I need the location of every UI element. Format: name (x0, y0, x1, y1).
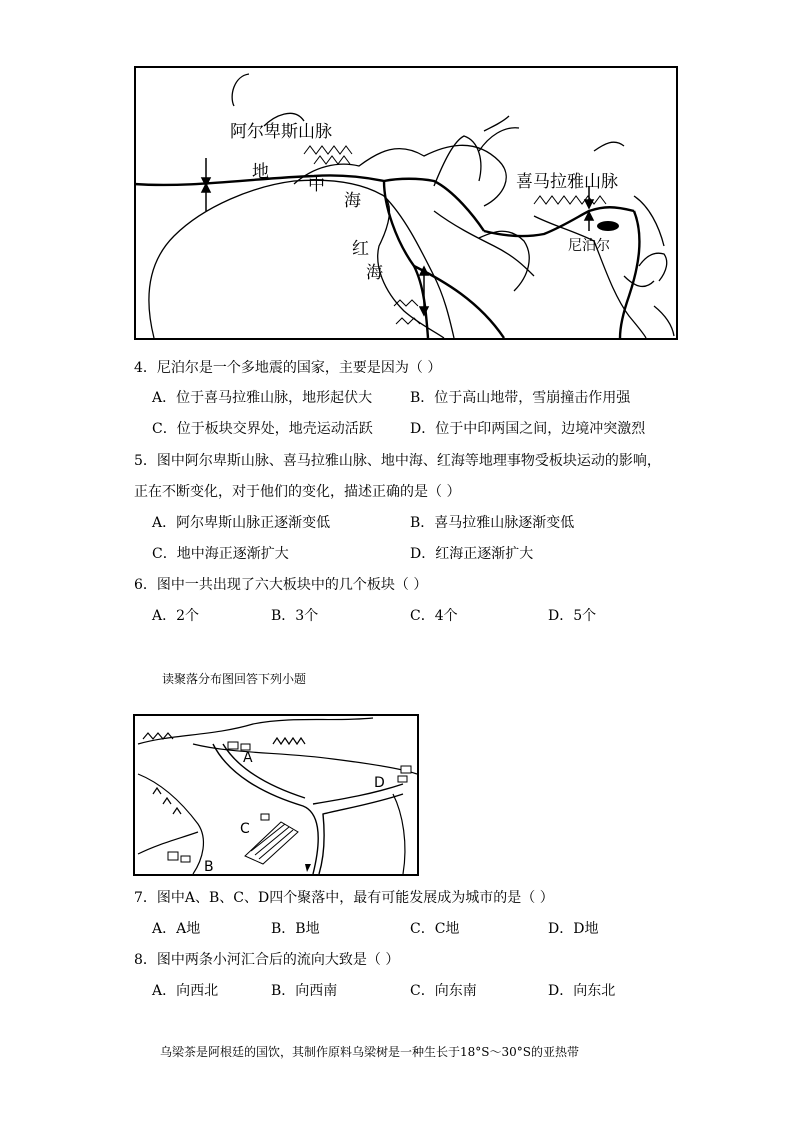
footer-text: 乌梁茶是阿根廷的国饮，其制作原料乌梁树是一种生长于18°S～30°S的亚热带 (160, 1045, 579, 1059)
med-char-2: 中 (308, 175, 325, 195)
section-intro: 读聚落分布图回答下列小题 (162, 672, 307, 686)
q8-option-a[interactable]: A．向西北 (152, 983, 219, 999)
q5-option-d[interactable]: D．红海正逐渐扩大 (410, 546, 534, 562)
question-6: 6．图中一共出现了六大板块中的几个板块（ ） (134, 577, 428, 593)
q8-option-b[interactable]: B．向西南 (271, 983, 338, 999)
question-8: 8．图中两条小河汇合后的流向大致是（ ） (134, 952, 400, 968)
q6-option-a[interactable]: A．2个 (152, 608, 200, 624)
red-sea-char-1: 红 (352, 239, 369, 259)
question-5-line2: 正在不断变化，对于他们的变化，描述正确的是（ ） (134, 484, 461, 500)
question-7: 7．图中A、B、C、D四个聚落中，最有可能发展成为城市的是（ ） (134, 890, 554, 906)
alps-label: 阿尔卑斯山脉 (230, 122, 332, 142)
settlement-label-d: D (374, 775, 385, 791)
q7-option-c[interactable]: C．C地 (410, 921, 460, 937)
question-4: 4．尼泊尔是一个多地震的国家，主要是因为（ ） (134, 360, 442, 376)
question-5: 5．图中阿尔卑斯山脉、喜马拉雅山脉、地中海、红海等地理事物受板块运动的影响， (134, 453, 661, 469)
q7-option-a[interactable]: A．A地 (152, 921, 201, 937)
q4-option-c[interactable]: C．位于板块交界处，地壳运动活跃 (152, 421, 373, 437)
q7-option-d[interactable]: D．D地 (548, 921, 599, 937)
plate-map-svg (134, 66, 678, 340)
q4-option-d[interactable]: D．位于中印两国之间，边境冲突激烈 (410, 421, 646, 437)
settlement-map-svg (133, 714, 419, 876)
red-sea-char-2: 海 (366, 263, 383, 283)
settlement-map (133, 714, 419, 876)
plate-map (134, 66, 678, 340)
settlement-label-a: A (243, 750, 253, 766)
q7-option-b[interactable]: B．B地 (271, 921, 320, 937)
q6-option-d[interactable]: D．5个 (548, 608, 597, 624)
med-char-1: 地 (252, 162, 269, 182)
q5-option-b[interactable]: B．喜马拉雅山脉逐渐变低 (410, 515, 575, 531)
settlement-label-b: B (204, 859, 214, 875)
q5-option-a[interactable]: A．阿尔卑斯山脉正逐渐变低 (152, 515, 331, 531)
q6-option-c[interactable]: C．4个 (410, 608, 458, 624)
q4-option-a[interactable]: A．位于喜马拉雅山脉，地形起伏大 (152, 390, 373, 406)
settlement-label-c: C (240, 821, 250, 837)
nepal-label: 尼泊尔 (568, 238, 610, 254)
q6-option-b[interactable]: B．3个 (271, 608, 319, 624)
q5-option-c[interactable]: C．地中海正逐渐扩大 (152, 546, 289, 562)
himalaya-label: 喜马拉雅山脉 (516, 172, 618, 192)
q8-option-c[interactable]: C．向东南 (410, 983, 477, 999)
med-char-3: 海 (344, 191, 361, 211)
nepal-marker (597, 221, 619, 231)
q4-option-b[interactable]: B．位于高山地带，雪崩撞击作用强 (410, 390, 631, 406)
q8-option-d[interactable]: D．向东北 (548, 983, 616, 999)
